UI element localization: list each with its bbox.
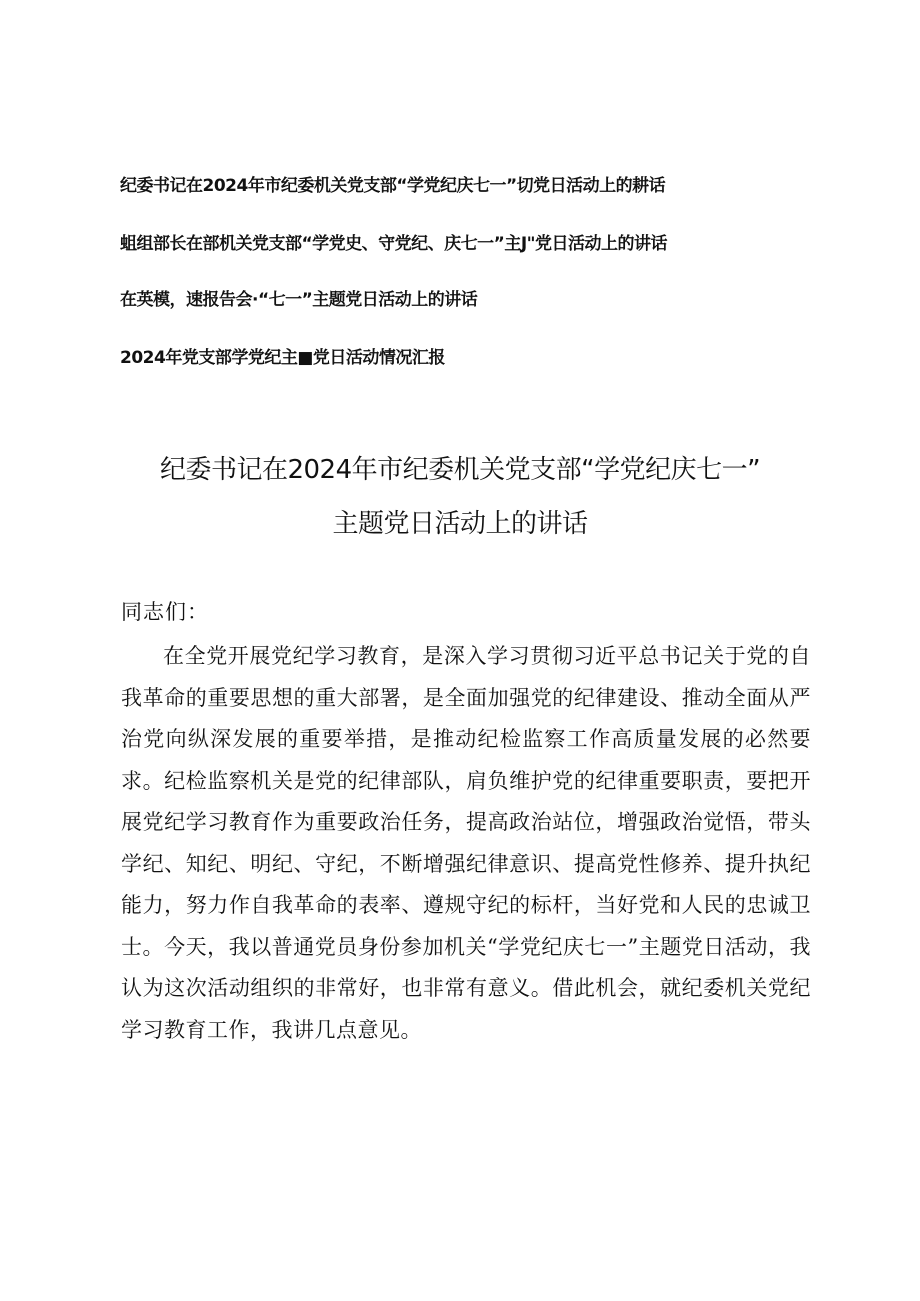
salutation: 同志们： (121, 600, 209, 624)
toc-item: 2024年党支部学党纪主■党日活动情况汇报 (120, 348, 445, 368)
document-title-line-2: 主题党日活动上的讲话 (332, 509, 588, 539)
toc-item: 在英模，速报告会·“七一”主题党日活动上的讲话 (120, 290, 478, 310)
toc-item: 蛆组部长在部机关党支部“学党史、守党纪、庆七一”主J"党日活动上的讲话 (120, 234, 668, 254)
body-paragraph: 在全党开展党纪学习教育，是深入学习贯彻习近平总书记关于党的自我革命的重要思想的重大部署，是全面加强党的纪律建设、推动全面从严治党向纵深发展的重要举措，是推动纪检监察工作高质量发展的必然要求。纪检监察机关是党的纪律部队，肩负维护党的纪律重要职责，要把开展党纪学习教育作为重要政治任务，提高政治站位，增强政治觉悟，带头学纪、知纪、明纪、守纪，不断增强纪律意识、提高党性修养、提升执纪能力，努力作自我革命的表率、遵规守纪的标杆，当好党和人民的忠诚卫士。今天，我以普通党员身份参加机关“学党纪庆七一”主题党日活动，我认为这次活动组织的非常好，也非常有意义。借此机会，就纪委机关党纪学习教育工作，我讲几点意见。 (121, 644, 811, 1042)
document-title-line-1: 纪委书记在2024年市纪委机关党支部“学党纪庆七一” (159, 455, 761, 485)
toc-item: 纪委书记在2024年市纪委机关党支部“学党纪庆七一”切党日活动上的耕话 (120, 176, 666, 196)
